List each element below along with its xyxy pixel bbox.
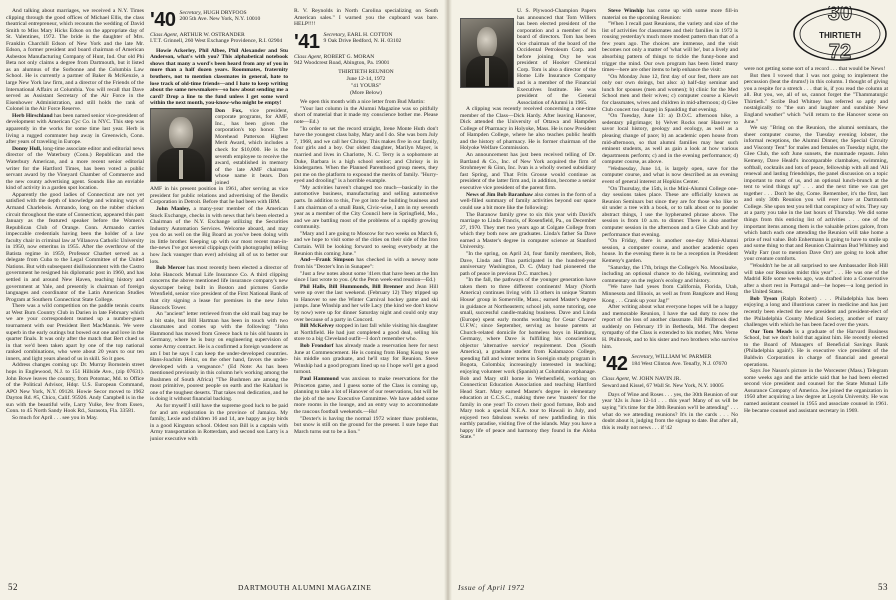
paragraph: Our Tom Meads is a graduate of the Harvard Business School, but we don't hold that against him. He recently elected to the Board of Managers of Beneficial Savings Bank (Philadelphia again!). He is executive vice president of the Baldwin Corporation in charge of financial and general operations. xyxy=(744,328,888,368)
paragraph: But then I vowed that I was not going to implement the percussion (beat the drums!) in this column. I thought of giving you a respite for a stretch . . . that is, if you read the column at all. But you, we, all of us, cannot forget the "Thammaturgic Thirtieth." Scribe Bud Whitney has referred so aptly and nostalgically to "the sun and laughter and sunshine New England weather" which "will return to the Hanover scene on June." xyxy=(744,72,888,125)
paragraph: "In the spring, on April 24, four family members, Bob, Dave, Linda and Tina participated in the hundred-year anniversary Washington, D. C. (Mary had pioneered the path of peace in previous D.C. marches.) xyxy=(460,250,596,277)
paragraph: Address changes coming up: Dr. Murray Bornstein street hops in Englewood, N.J. to 151 Hillside Ave., (zip 07631). John Bowe leaves the country, from Potomac, Md. to Office of the Political Advisor, Hdqr. U.S. European Command, APO New York, N.Y. 09128. Howie Secor moved to 1962 Dayton Rd. #5, Chico, Calif. 95926. Andy Campbell is in the sun with the beautiful wife, Larry Yulke, few from Essex, Conn. to 45 North Sandy Hook Rd., Sarasota, Fla. 33581. xyxy=(6,362,144,415)
paragraph: were not getting some sort of a record . . . that would be News! xyxy=(744,66,886,72)
paragraph: A clipping was recently received concerning a one-time member of the Class—Dick Hardy. After leaving Hanover, Dick attended the University of Ottawa and Hampden College of Pharmacy in Holyoke, Mass. He is now President of Hampden College, where he also teaches public health and the history of pharmacy. He is former chairman of the Holyoke Welfare Commission. xyxy=(460,106,596,152)
thirtieth-reunion-logo xyxy=(792,6,888,62)
paragraph: Bill McKelvey stopped in last fall while visiting his daughter at Northfield. He had just completed a good deal, selling his store to a big Cleveland outfit—I don't remember who. xyxy=(294,323,438,343)
class-year: '42 xyxy=(602,353,628,376)
paragraph: An announcement has just been received telling of Dr. Bartland & Co., Inc. of New York acquired the firm of Strohmeyer & Ginn, Inc. Ivan is a wholly owned subsidiary fast Spring, and That Frits Grouse would continue as president of the latter firm and, in addition, become a senior executive vice president of the parent firm. xyxy=(460,152,596,191)
portrait-photo xyxy=(460,18,514,88)
paragraph: "On Monday June 12, first day of our fest, there are not only our own doings, but also: a) half-day seminar and lunch for spouses (men and women); b) clinic for the Med School men and their wives; c) computer course a Kiewit for classmates, wives and children in mid-afternoon; d) Glee Club concert too charge) in Spaulding that evening. xyxy=(602,73,738,113)
paragraph: "Mary and I are going to Moscow for two weeks on March 6, and we hope to visit some of the cities on their side of the Iron Curtain. Will be looking forward to seeing everybody at the Reunion this coming June." xyxy=(294,230,438,257)
paragraph: U. S. Plywood-Champion Papers has announced that Tom Willers has been elected president of the corporation and a member of its board of directors. Tom has been vice chairman of the board of the Occidental Petroleum Corp. and before joining Oxy he was president of Hooker Chemical Corp. Tom is also a director of the Home Life Insurance Company and is a member of the Financial Executives Institute. He was president of the General Association of Alumni in 1965. xyxy=(517,8,596,106)
logo-thirtieth-text: THIRTIETH xyxy=(819,31,861,40)
paragraph: Paul Hammond was anxious to make reservations for the Princeton game, and I guess some of the Class is coming up, planning to take a lot of Hanover of our reservations, but will be the job of the new Executive Committee. We have added some more rooms in the lounge, and an entry way to accommodate the raucous football weekends.—Hu! xyxy=(294,376,438,415)
page-number: 53 xyxy=(878,582,888,592)
paragraph: "Wouldn't he be at all surprised to see Ambassador Bob Hill will take our Reunion midst this year" . . . He was one of the Madrid Rife some weeks ago, was drafted into a Conservative after a short rest in Portugal and—he hopes—a long period in the United States. xyxy=(744,262,888,296)
class-secretary-block: Secretary, WILLIAM W. PARMER 184 West Clinton Ave. Tenafly, N.J. 07670 xyxy=(631,354,727,367)
column-3 xyxy=(294,8,438,570)
paragraph: "On Tuesday, June 13: a) D.O.C. afternoon hike, a sedentary pilgrimage; b) Velvet Rocks near Hanover to savor local history, geology and ecology, as well as a pleasing change of pace; b) an academic open house from mid-afternoon, so that alumni families may hear such eminent students, as well as gain a look at how various departments perform; c) and in the evening performance; d) computer course, as above. xyxy=(602,113,738,166)
page-gutter xyxy=(444,0,452,600)
left-footer xyxy=(8,583,438,592)
paragraph: And talking about marriages, we received a N.Y. Times clipping through the good offices of Michael Ellis, the class theatrical entrepreneur, which recounts the wedding of David Smith to Miss Mary Hicks Edson on the appropriate day of St. Valentines, 1972. The bride is the daughter of Mrs. Franklin Charchill Edson of New York and the late Mr. Edson, a former president and board chairman of American Asbestos Manufacturing Company of Hunt, Ind. Our old Phi Beta not only claims a degree from Dartmouth, but it listed as an alumnus of the Sorbonne and the Columbia Law School. He is currently a partner of Baker & McKenzie, a large New York law firm, and a director of the Friends of the International Affairs at Columbia. You will recall that Dave served as Assistant Secretary of the Air Force in the Eisenhower Administration, and still holds the rank of Colonel in the Air Force Reserve. xyxy=(6,8,144,113)
paragraph: "When I recall past Reunions, the variety and size of the list of activities for classmates and their families in 1972 is rousing yesterday's much more modest pattern than that of a few years ago. The choices are immense, and the visit becomes not only a matter of 'what will be', but a lively and absorbing pattern of things to tickle the funny-bone and trigger the mind. Our own program has been listed many times—here are other items to help enhance the visit: xyxy=(602,21,738,74)
paragraph: So much for April . . . see you in May. xyxy=(12,415,98,422)
paragraph: After writing about what everyone hopes will be a happy and memorable Reunion, I have the sad duty to now the report of the loss of another classmate. Bill Philbrook died suddenly on February 19 in Bethesda, Md. The deepest sympathy of the Class is extended to his mother, Mrs. Verne H. Philbrook, and to his sister and two brothers who survive him. xyxy=(602,304,738,350)
class-agent-block: Class Agent, ARTHUR W. OSTRANDER I.T.T. Grinnell, 260 West Exchange Providence, R.I. 02904 xyxy=(150,32,283,45)
paragraph: There was a wild competition on the paddle tennis courts at West Burn Country Club in Darien in late February which we are your correspondent teamed up a number-guest tournament with our President Bert MacMannis. We were superb in the early outings but bowed out one and love in the quarter finals. It was only after the match that Bert clued us in that we'd been taken apart by one of the top national ranked combinations, who were about 20 years to our ten inners, and light years ahead of us in skill. So it goes. xyxy=(6,303,144,362)
class-header-40 xyxy=(150,10,288,30)
right-page xyxy=(448,0,896,600)
reunion-notice: THIRTIETH REUNION June 12-14, 1972 "41 YOURS" (More Below) xyxy=(338,69,394,96)
paragraph: Howie Ackerley, Phil Albee, Phil Alexander and Stu Anderson, what's with you? This alphabetical notebook shows that many a word's been heard from any of you in more than a half dozen years. Roommates, fraternity brothers, not to mention classmates in general, hate to lose track of old-time friends—and I hate to keep writing about the same newsmakers—so how about sending me a card? Drop a line to the fund unless I get some word within the next month, you-know-who might be empty! xyxy=(150,47,288,107)
paragraph: An "ancient" letter retrieved from the old mail bag may be a bit stale, but Bill Hartman has been in touch with two classmates and comes up with the following: "John Hammond has moved from Greece back to his old haunts in Germany, where he is busy on engineering supervision of some Army contract. He is a confirmed a foreign wanderer as am I but he says I can keep the under-developed countries. Hans-Joachim Heinz, on the other hand, favors the under-developed with a vengeance." (Ed Note: As has been mentioned previously in this column he's working among the Bushmen of South Africa) "The Bushmen are among the most primitive, poorest people on earth and the Kalahari is one of the toughest deserts. That takes real dedication, and he is doing it without financial backing. xyxy=(150,311,288,403)
class-header-41 xyxy=(294,32,438,52)
svg-text:30: 30 xyxy=(827,6,853,25)
paragraph: Herb Hirschland has been named senior vice-president of development with American Cyc Co. in NYC. This step was apparently in the works for some time last year. Herb is living a rugged commuter hop away in Greenwich, Conn. after years of traveling in Europe. xyxy=(6,112,144,146)
paragraph: Steve Winship has come up with some more fill-in material on the upcoming Reunion: xyxy=(602,8,738,21)
class-year: '41 xyxy=(294,30,320,53)
paragraph: Bob Mercer has most recently been elected a director of John Hancock Mutual Life Insurance Co. A third clipping concerns the above mentioned life insurance company's new skyscraper being built in Boston and pictures Gordie Wrenfield, senior vice president of the First National Bank of that city signing a lease for premises in the new John Hancock Tower. xyxy=(150,265,288,311)
paragraph: The Baranow family grew to six this year with David's marriage to Linda Francis, of Rosenfield, Pa., on December 27, 1970. They met two years ago at Colgate College from which they both now are graduates. Linda's father Sa Dave earned a Master's degree in computer science at Stanford University. xyxy=(460,211,596,251)
paragraph: "In order to set the record straight, Irene Monte Huth don't have the youngest class baby, Mary and I do. She was born July 7, 1968, and we call her Chrissy. This makes five in our family, four girls and a boy. Our oldest daughter, Marilyn Mayer, is married and lives in Charlotte, N. C. Terry is a sophomore at Duke, Barbara is a high school senior; and Chrissy is in kindergarten. When the Planned Parenthood group meets, they put me on the platform to expound the merits of family. "Hurry-eyed and drooling" is a horrible example. xyxy=(294,125,438,185)
paragraph: Bob Frondorf has already made a reservation here for next June at Commencement. He is coming from Hong Kong to see his middle son graduate, and he'll stay for Reunion. Steve Winship had a good program lined up so I hope we'll get a good turnout. xyxy=(294,343,438,376)
paragraph: "On Friday, there is another one-day Mini-Alumni session, a computer course, and another academic open house. In the evening there is to be a reception in President Kemeny's garden. xyxy=(602,238,738,264)
logo-year-text: 72 xyxy=(828,41,852,62)
paragraph: "We have had yeses from California, Florida, Utah, Minnesota and Illinois, as well as from Bangkore and Hong Kong . . . Crank up your Jag!" xyxy=(602,284,738,304)
paragraph: R. V. Reynolds in North Carolina specializing on South American sales." I warned you the cupboard was bare. HELP!!!! xyxy=(294,8,438,28)
paragraph: "Just a few notes about some '41ers that have been at the Inn since I last wrote to you. (At the Penn week-end reunion—Ed.) xyxy=(294,270,438,284)
paragraph: Phil Halls, Bill Hummonds, Bill Brenner and Jean Hill were up over the last weekend. (February 12) They tripped up to Hanover to see the Winter Carnival hockey game and ski jumps. Jane Winship and her wife Lacy (the kind we don't know by now) were up for dinner Saturday night and could only stay over because of a party in Concord. xyxy=(294,283,438,323)
column-1 xyxy=(6,8,144,570)
column-2 xyxy=(150,8,288,570)
paragraph: "Saturday, the 17th, brings the College's No. Moosilauke, including an optional chance to do hiking, swimming and commentary on the region's ecology and history. xyxy=(602,264,738,284)
paragraph: Says Joe Nason's picture in the Worcester (Mass.) Telegram some weeks ago and the article said that he had been elected second vice president and counsel for the State Mutual Life Assurance Company of America. Joe joined the organization in 1950 after acquiring a law degree at Loyola University. He was named assistant counsel in 1955 and associate counsel in 1961. He became counsel and assistant secretary in 1969. xyxy=(744,368,888,414)
column-4 xyxy=(460,8,596,570)
column-5 xyxy=(602,8,738,570)
paragraph: We say "Bring on the Reunion, the alumni seminars, the sheer computer course, the Tuesday evening lobster, the informal receptions, the Alumni Dinner, the Special Circuity and Visconty Tent" for males and females on Tuesday night, the Glee Club, the soft June sunsets, the manmade repasts. John Kemeny, Dave Heald's incomparable clambakes, swimming, softball, cocktails and lots of peace, fellowship with all and 'Ali renewal and lasting friendships, the panel discussion on a topic important to most of us, and an optional lunch-brunch at the tent to wind things up" . . . and the next time we can get together . . . Don't be shy, Come. Remember, it's the first, last and only 30th Reunion you will ever have at Dartmouth College. She upon test you tell that conspiracy of wits. They say at a party you take in the last hours of Thursday. We did some things from this enticing list of activities . . . one of the important items among them is the valuable prizes galore, from which batch each one attending the Reunion will take home a prize of real value. Bob Enhermann is going to have to smile up and some thing to that and Reunion Chairman Bud Whitney and Wally Farr (not to mention Dave Orr) are going to look after your creature comforts. xyxy=(744,125,888,263)
paragraph: Apparently the good ladies of Connecticut are not yet satisfied with the depth of knowledge and winning ways of Armand Charlebois. Armando, long on the rubber chicken circuit throughout the state of Connecticut, appeared this past January as the featured speaker before the Women's Republican Club of Orange. Conn. Armando carries impeccable credentials having been the holder of a law faculty chair in criminal law at Villanova Catholic University in 1950, now emeritus in 1955. After the overthrow of the Batista regime in 1959, Professor Charbet served as a delegate from Cuba to the Legal Committee of the United Nations. But with subsequent disillusionment with the Castro government he resigned his diplomatic post in 1960, and has settled in and around New Haven, teaching history and government at Yale, and presently is chairman of foreign languages and coordinator of the Latin American Studies Program at Southern Connecticut State College. xyxy=(6,191,144,303)
paragraph: "Your last column in the Alumni Magazine was so pitifully short of material that it made my conscience bother me. Please note—Ed.) xyxy=(294,105,438,126)
right-footer xyxy=(458,583,888,592)
class-header-42 xyxy=(602,354,738,374)
paragraph: News of Jim Bob Baranhaw also comes in the form of a well-filled summary of family activities beyond our space could use a bit more like the following: xyxy=(460,191,596,211)
paragraph: John Manley, a many-year member of the American Stock Exchange, checks in with news that he's been elected a Chairman of the N.Y. Exchange utilizing the Securities Industry Automation Services. Welcome aboard, and may you do as well on the Big Board as you've been doing with its little brother. Keeping up with our most recent man-in-the-news I've got several clippings (with photographs) telling how Jack vaunger than ever) advising all of us to better our lots. xyxy=(150,206,288,265)
paragraph: Don Fox, vice president, corporate programs, for AMF, Inc., has been given the corporation's top honor. The Morehead Patterson Highest Merit Award, which includes a check for $10,000. He is the seventh employee to receive the award, established in memory of the late AMF chairman whose name it bears. Don joined xyxy=(215,107,288,186)
paragraph: Days of Wine and Roses . . . yes, the 30th Reunion of our year '42s is June 12-14 . . . this year! Many of us will be saying "it's time for the 30th Reunion we'll be attending" . . . what do we attending reunions? It's in the cards . . . No doubt about it, judging from the signup to date. But after all, this is really not news . . . if '42 xyxy=(602,391,738,431)
photo-caption: AMF in his present position in 1961, after serving as vice president for public relations and advertising of the Bendix Corporation in Detroit. Before that he had been with IBM. xyxy=(150,186,288,206)
paragraph: Donny Hull, long-time associate editor and editorial news director of the Waterbury (Conn.) Republican and the Waterbury American, and a more recent senior editorial writer for the Hartford Times, has been voted a public servant award by the Vineyard Chamber of Commerce and the new county advertising agent. Sounds like an enviable kind of activity in a garden spot location. xyxy=(6,145,144,192)
portrait-photo xyxy=(150,108,212,182)
paragraph: Bob Tyson (Ralph Robert) . . . Philadelphia has been enjoying a long and illustrious career in medicine and has just recently been elected the new president and president-elect of the Philadelphia County Medical Society, another of many challenges with which he has been faced over the years. xyxy=(744,295,888,329)
class-secretary-block: Secretary, EARL H. COTTON 9 Oak Drive Bedford, N. H. 03102 xyxy=(323,31,402,45)
paragraph: "On Thursday, the 15th, is the Mini-Alumni College one-day sessions takes place. These are officially known as Reunion Seminars but since they are for those who like to sit under a tree with a book, or to talk about or to ponder abstract things, I use the hyphenated phrase above. The session is from 10 a.m. to dinner. There is also another computer session in the afternoon and a Glee Club and Ivy performance that evening. xyxy=(602,185,738,238)
page-number: 52 xyxy=(8,582,18,592)
paragraph: As for myself I still have the supreme good luck to be paid for and am exploration in the province of Jamaica. My family, Lexie and children 16 and 14, are happy as joy birds in a good Kingston school. Oldest son Bill is a captain with Army transportation in Rotterdam, and second son Larry is a junior executive with xyxy=(150,403,288,442)
paragraph: "My activities haven't changed too much—basically in the automotive business, manufacturing and selling automotive parts. In addition to this, I've got into the building business and I am chairman of a small Bank, Civic-wise, I am in my seventh year as a member of the City Council here in Springfield, Mo., and we are battling most of the problems of a rapidly growing community. xyxy=(294,184,438,231)
paragraph: "Dexter's is having the normal 1972 winter thaw problems, but snow is still on the ground for the present. I sure hope that March turns out to be a lion." xyxy=(294,415,438,435)
class-year: '40 xyxy=(150,9,176,31)
paragraph: "In the fall, the pathways of the younger generation have taken them to three different continents! Mary (North America) continues living with 13 others in unique 'Stamm House' group in Somerville, Mass.; earned Master's degree in guidance at Northeastern; school job, some tutoring, one small, successful candle-making business. Dave and Linda (Europe) spent early months working for Cesar Chavez' U.F.W.; since September, serving as house parents at Church-related domicile for homeless boys in Hamburg, Germany, where Dave is fulfilling his conscientious objector 'alternative service' requirement. Don (South America), a graduate student from Kalamazoo College, spending fall and winter terms in Soreigin study program in Bogota, Colombia; increasingly interested in teaching; enjoying volunteer work (Spanish) at Columbian orphanage. Bob and Mary still home in Wethersfield, working on Connecticut Education Association and teaching Hartford Head Start. Mary earned Master's degree in elementary education at C.C.S.C., making three new 'masters' for the family in one year! To crown their good fortune, Bob and Mary took a special N.E.A. tour to Hawaii in July, and enjoyed two fabulous weeks of new pathfinding in this earthly paradise, visiting five of the islands. May you have a happy life of peace and harmony they found in the Aloha State." xyxy=(460,277,596,441)
class-agent-block: Class Agent, ROBERT G. MORAN 942 Woodcrest Road, Abington, Pa. 19001 xyxy=(294,53,390,67)
magazine-title: DARTMOUTH ALUMNI MAGAZINE xyxy=(238,583,372,592)
class-agent-block: Class Agent, W. JOHN NAVIN JR. Seward and Kissel, 67 Wall St. New York, N.Y. 10005 xyxy=(602,376,724,389)
paragraph: "Wednesday, June 14, is largely open, save for the computer course, and what is now described as an evening event of general interest at Hopkins Center. xyxy=(602,165,738,185)
issue-date: Issue of April 1972 xyxy=(458,583,525,592)
class-secretary-block: Secretary, HUGH DRYFOOS 200 5th Ave. New York, N.Y. 10010 xyxy=(179,10,261,23)
paragraph: We open this month with a nice letter from Bud Martin: xyxy=(300,99,425,106)
column-6 xyxy=(744,66,888,570)
paragraph: And—Frank Simpson has checked in with a newsy note from his "Dexter's Inn in Sunapee": xyxy=(294,257,438,270)
